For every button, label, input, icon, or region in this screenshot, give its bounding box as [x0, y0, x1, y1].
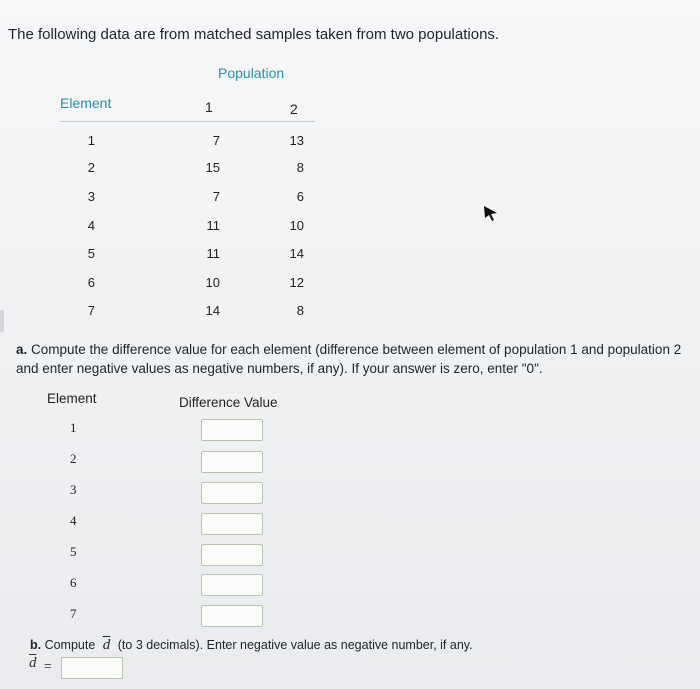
difference-value-input[interactable] [201, 605, 263, 627]
mouse-cursor-icon [484, 205, 498, 221]
population-2-cell: 10 [289, 218, 304, 233]
difference-element-label: 4 [70, 513, 77, 528]
element-cell: 5 [87, 246, 95, 261]
population-1-cell: 11 [206, 246, 220, 261]
part-b-text-after: (to 3 decimals). Enter negative value as negative number, if any. [114, 638, 473, 652]
element-cell: 1 [87, 133, 95, 148]
element-cell: 6 [87, 275, 95, 290]
element-cell: 4 [87, 218, 95, 233]
table-row [0, 160, 340, 180]
d-bar-answer-label: $\overline{d}$ [29, 655, 37, 671]
table-row [0, 218, 340, 238]
equals-sign: = [44, 658, 52, 673]
population-2-cell: 12 [289, 275, 304, 290]
table-row [0, 275, 340, 295]
difference-value-input[interactable] [201, 544, 263, 566]
population-1-cell: 15 [205, 160, 220, 175]
difference-value-input[interactable] [201, 574, 263, 596]
difference-element-label: 7 [70, 606, 77, 621]
population-2-cell: 8 [296, 160, 304, 175]
population-1-cell: 7 [212, 133, 220, 148]
difference-value-header: Difference Value [179, 395, 278, 410]
population-1-cell: 7 [212, 189, 220, 204]
element-cell: 2 [87, 160, 95, 175]
part-a-question [16, 340, 688, 378]
difference-element-label: 1 [70, 420, 77, 435]
population-2-cell: 8 [296, 303, 304, 318]
d-bar-input[interactable] [61, 657, 123, 679]
difference-element-label: 5 [70, 544, 77, 559]
population-1-cell: 11 [206, 218, 220, 233]
table-divider [60, 121, 315, 122]
difference-value-input[interactable] [201, 419, 263, 441]
part-a-label: a. [16, 342, 28, 357]
population-1-cell: 10 [205, 275, 220, 290]
element-cell: 7 [87, 303, 95, 318]
difference-value-input[interactable] [201, 482, 263, 504]
element-cell: 3 [87, 189, 95, 204]
population-2-header: 2 [290, 101, 298, 117]
difference-element-label: 2 [70, 451, 77, 466]
difference-element-label: 3 [70, 482, 77, 497]
difference-element-label: 6 [70, 575, 77, 590]
part-b-question [30, 637, 473, 654]
difference-element-header: Element [47, 391, 97, 406]
difference-value-input[interactable] [201, 451, 263, 473]
element-header: Element [60, 95, 112, 111]
difference-value-input[interactable] [201, 513, 263, 535]
population-1-header: 1 [205, 99, 213, 115]
d-bar-symbol: $\overline{d}$ [102, 637, 111, 653]
intro-text: The following data are from matched samples taken from two populations. [8, 26, 500, 43]
table-row [0, 133, 340, 153]
population-header: Population [218, 65, 285, 81]
table-row [0, 246, 340, 266]
population-1-cell: 14 [205, 303, 220, 318]
table-row [0, 303, 340, 323]
part-a-text: Compute the difference value for each element (difference between element of population 1 and population 2 and enter negative values as negative numbers, if any). If your answer is zero, enter "0". [16, 342, 682, 376]
population-2-cell: 14 [289, 246, 304, 261]
population-2-cell: 13 [289, 133, 304, 148]
population-2-cell: 6 [296, 189, 304, 204]
table-row [0, 189, 340, 209]
part-b-text-before: Compute [41, 638, 99, 652]
scroll-edge [0, 310, 4, 332]
part-b-label: b. [30, 638, 42, 652]
